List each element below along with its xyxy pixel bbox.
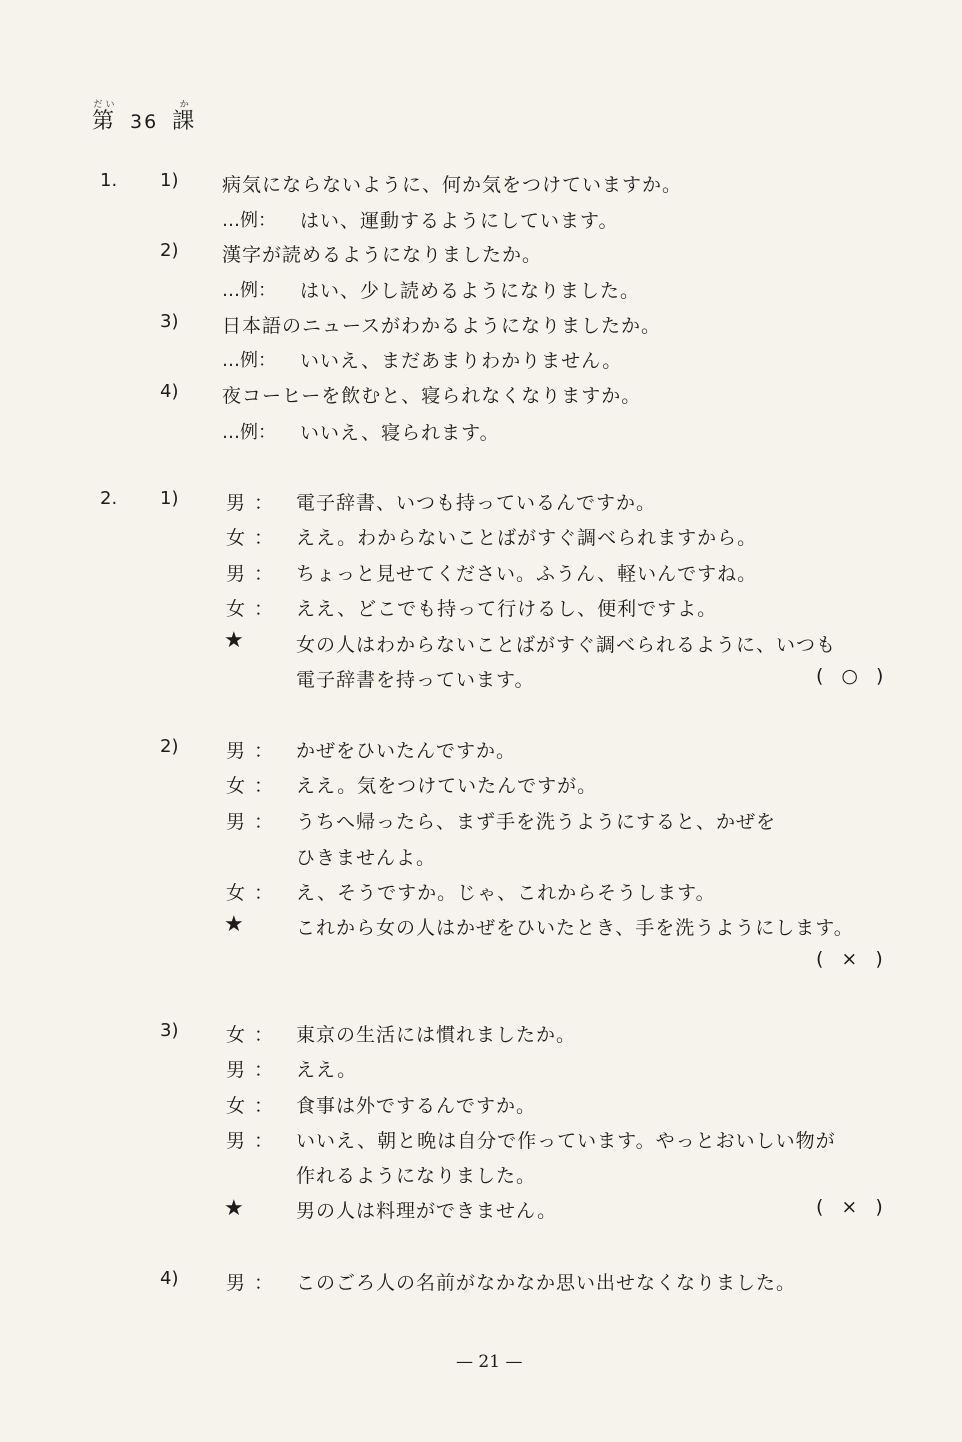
speaker-colon: ： bbox=[254, 527, 274, 549]
example-label: …例： bbox=[222, 422, 276, 443]
example-answer: はい、少し読めるようになりました。 bbox=[300, 280, 641, 302]
dialog-number: 3) bbox=[160, 1020, 179, 1041]
dialog-line: このごろ人の名前がなかなか思い出せなくなりました。 bbox=[296, 1272, 797, 1294]
star-icon: ★ bbox=[224, 1196, 244, 1221]
speaker-colon: ： bbox=[254, 1059, 274, 1081]
example-answer: はい、運動するようにしています。 bbox=[300, 210, 619, 232]
statement-text: 女の人はわからないことばがすぐ調べられるように、いつも bbox=[296, 634, 837, 656]
statement-text: これから女の人はかぜをひいたとき、手を洗うようにします。 bbox=[296, 917, 854, 939]
dialog-line: いいえ、朝と晩は自分で作っています。やっとおいしい物が bbox=[296, 1130, 836, 1152]
example-label: …例： bbox=[222, 280, 276, 301]
dialog-number: 2) bbox=[160, 736, 179, 757]
dialog-line: 作れるようになりました。 bbox=[296, 1165, 537, 1187]
speaker-colon: ： bbox=[254, 492, 274, 514]
speaker-colon: ： bbox=[254, 811, 274, 833]
speaker-label: 女 bbox=[226, 598, 246, 620]
question-text: 病気にならないように、何か気をつけていますか。 bbox=[222, 174, 683, 196]
lesson-title bbox=[92, 100, 196, 135]
title-number: 36 bbox=[130, 111, 159, 133]
speaker-label: 女 bbox=[226, 775, 246, 797]
speaker-label: 男 bbox=[226, 563, 246, 585]
dialog-number: 1) bbox=[160, 488, 179, 509]
speaker-colon: ： bbox=[254, 598, 274, 620]
question-text: 漢字が読めるようになりましたか。 bbox=[222, 244, 543, 266]
speaker-colon: ： bbox=[254, 1130, 274, 1152]
speaker-label: 男 bbox=[226, 492, 246, 514]
question-text: 日本語のニュースがわかるようになりましたか。 bbox=[222, 315, 662, 337]
answer-mark: (×) bbox=[816, 1196, 901, 1218]
star-icon: ★ bbox=[224, 628, 244, 653]
title-suffix: 課か bbox=[172, 100, 197, 134]
speaker-colon: ： bbox=[254, 1095, 274, 1117]
speaker-label: 女 bbox=[226, 882, 246, 904]
speaker-colon: ： bbox=[254, 563, 274, 585]
dialog-line: 電子辞書、いつも持っているんですか。 bbox=[296, 492, 657, 514]
statement-text: 電子辞書を持っています。 bbox=[296, 669, 535, 691]
dialog-line: うちへ帰ったら、まず手を洗うようにすると、かぜを bbox=[296, 811, 777, 833]
speaker-colon: ： bbox=[254, 740, 274, 762]
statement-text: 男の人は料理ができません。 bbox=[296, 1200, 558, 1222]
speaker-colon: ： bbox=[254, 882, 274, 904]
example-answer: いいえ、まだあまりわかりません。 bbox=[300, 350, 623, 372]
dialog-line: ええ。気をつけていたんですが。 bbox=[296, 775, 598, 797]
speaker-colon: ： bbox=[254, 1272, 274, 1294]
section-label-2: 2. bbox=[100, 488, 118, 509]
answer-mark: (×) bbox=[816, 948, 901, 970]
speaker-label: 女 bbox=[226, 527, 246, 549]
title-prefix: 第だい bbox=[92, 100, 117, 134]
page-number: — 21 — bbox=[456, 1352, 523, 1372]
dialog-line: 食事は外でするんですか。 bbox=[296, 1095, 537, 1117]
dialog-line: ええ。 bbox=[296, 1059, 358, 1081]
dialog-line: かぜをひいたんですか。 bbox=[296, 740, 517, 762]
speaker-label: 男 bbox=[226, 1272, 246, 1294]
speaker-label: 男 bbox=[226, 1059, 246, 1081]
dialog-line: ええ、どこでも持って行けるし、便利ですよ。 bbox=[296, 598, 718, 620]
item-number: 4) bbox=[160, 381, 179, 402]
dialog-line: ひきませんよ。 bbox=[296, 847, 437, 869]
example-label: …例： bbox=[222, 350, 276, 371]
item-number: 1) bbox=[160, 170, 179, 191]
speaker-label: 男 bbox=[226, 1130, 246, 1152]
dialog-line: ちょっと見せてください。ふうん、軽いんですね。 bbox=[296, 563, 758, 585]
speaker-label: 女 bbox=[226, 1095, 246, 1117]
speaker-label: 男 bbox=[226, 740, 246, 762]
dialog-line: え、そうですか。じゃ、これからそうします。 bbox=[296, 882, 716, 904]
question-text: 夜コーヒーを飲むと、寝られなくなりますか。 bbox=[222, 385, 642, 407]
example-answer: いいえ、寝られます。 bbox=[300, 422, 500, 444]
example-label: …例： bbox=[222, 210, 276, 231]
speaker-label: 女 bbox=[226, 1024, 246, 1046]
speaker-colon: ： bbox=[254, 1024, 274, 1046]
section-label-1: 1. bbox=[100, 170, 118, 191]
dialog-line: 東京の生活には慣れましたか。 bbox=[296, 1024, 577, 1046]
dialog-line: ええ。わからないことばがすぐ調べられますから。 bbox=[296, 527, 758, 549]
speaker-label: 男 bbox=[226, 811, 246, 833]
speaker-colon: ： bbox=[254, 775, 274, 797]
item-number: 3) bbox=[160, 311, 179, 332]
dialog-number: 4) bbox=[160, 1268, 179, 1289]
star-icon: ★ bbox=[224, 912, 244, 937]
answer-mark: (○) bbox=[816, 665, 902, 687]
item-number: 2) bbox=[160, 240, 179, 261]
